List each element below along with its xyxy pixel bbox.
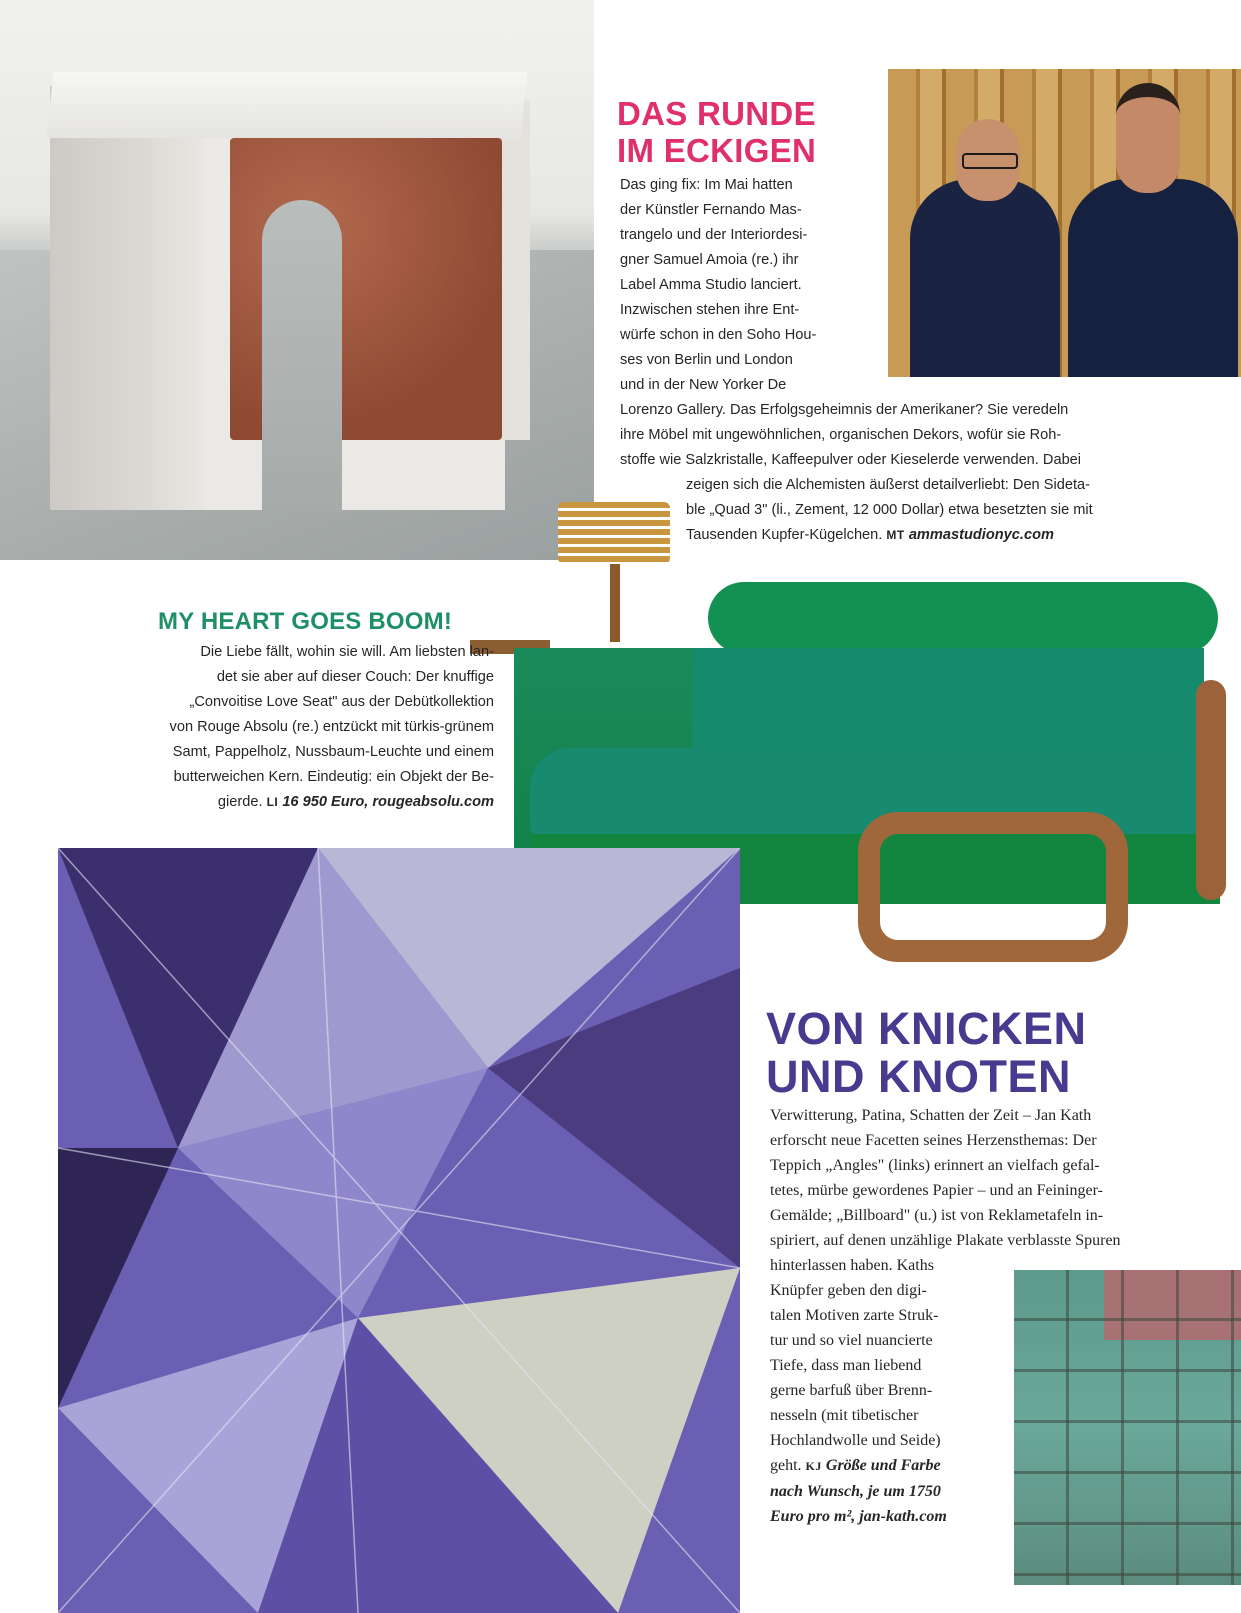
designers-photo <box>888 69 1241 377</box>
billboard-rug-photo <box>1014 1270 1241 1585</box>
article1-line: ble „Quad 3" (li., Zement, 12 000 Dollar) etwa besetzten sie mit <box>686 502 1093 518</box>
article3-credit: KJ <box>805 1459 822 1473</box>
article3-line: Hochlandwolle und Seide) <box>770 1432 941 1449</box>
article1-line: trangelo und der Interiordesi- <box>620 227 808 243</box>
article2-line: von Rouge Absolu (re.) entzückt mit türkis-grünem <box>169 719 494 735</box>
headline-my-heart-goes-boom: MY HEART GOES BOOM! <box>158 608 453 635</box>
article3-line: tetes, mürbe gewordenes Papier – und an Feininger- <box>770 1182 1103 1199</box>
article3-line: tur und so viel nuancierte <box>770 1332 933 1349</box>
headline-das-runde: DAS RUNDE IM ECKIGEN <box>617 95 817 169</box>
article2-line: Samt, Pappelholz, Nussbaum-Leuchte und einem <box>172 744 494 760</box>
article3-wide-column <box>770 1103 1210 1253</box>
article1-line: ses von Berlin und London <box>620 352 793 368</box>
article1-wide-column <box>620 398 1205 473</box>
article3-line: Teppich „Angles" (links) erinnert an vielfach gefal- <box>770 1157 1100 1174</box>
article3-tail-3: Euro pro m², jan-kath.com <box>770 1508 947 1525</box>
article3-line: nesseln (mit tibetischer <box>770 1407 919 1424</box>
article3-line: Verwitterung, Patina, Schatten der Zeit – Jan Kath <box>770 1107 1092 1124</box>
article3-line: gerne barfuß über Brenn- <box>770 1382 933 1399</box>
article1-line: Label Amma Studio lanciert. <box>620 277 802 293</box>
article2-line: Die Liebe fällt, wohin sie will. Am liebsten lan- <box>200 644 494 660</box>
article1-last-line: Tausenden Kupfer-Kügelchen. MT ammastudionyc.com <box>686 527 1054 543</box>
article2-line: butterweichen Kern. Eindeutig: ein Objekt der Be- <box>173 769 494 785</box>
article3-tail-2: nach Wunsch, je um 1750 <box>770 1483 941 1500</box>
article3-line: Knüpfer geben den digi- <box>770 1282 927 1299</box>
article3-line: erforscht neue Facetten seines Herzensthemas: Der <box>770 1132 1097 1149</box>
article3-line: hinterlassen haben. Kaths <box>770 1257 934 1274</box>
article2-last-line: gierde. LI 16 950 Euro, rougeabsolu.com <box>217 794 494 810</box>
article1-credit: MT <box>886 528 905 542</box>
article1-line: stoffe wie Salzkristalle, Kaffeepulver oder Kieselerde verwenden. Dabei <box>620 452 1082 468</box>
article2-price-url: 16 950 Euro, rougeabsolu.com <box>282 794 494 810</box>
article2-line: „Convoitise Love Seat" aus der Debütkollektion <box>189 694 494 710</box>
article1-line: würfe schon in den Soho Hou- <box>620 327 817 343</box>
article1-line: ihre Möbel mit ungewöhnlichen, organischen Dekors, wofür sie Roh- <box>620 427 1062 443</box>
article2-line: det sie aber auf dieser Couch: Der knuffige <box>216 669 494 685</box>
article3-line: Tiefe, dass man liebend <box>770 1357 922 1374</box>
article2-column <box>70 640 494 815</box>
stool-photo <box>0 0 594 560</box>
angles-rug-photo <box>58 848 740 1613</box>
article3-line: talen Motiven zarte Struk- <box>770 1307 939 1324</box>
article1-line: Das ging fix: Im Mai hatten <box>620 177 793 193</box>
headline-von-knicken: VON KNICKEN UND KNOTEN <box>766 1003 1087 1102</box>
article2-credit: LI <box>266 795 279 809</box>
article1-url: ammastudionyc.com <box>908 527 1054 543</box>
article3-line: spiriert, auf denen unzählige Plakate verblasste Spuren <box>770 1232 1121 1249</box>
article1-line: Inzwischen stehen ihre Ent- <box>620 302 800 318</box>
article1-line: und in der New Yorker De <box>620 377 787 393</box>
article1-narrow-column <box>620 173 865 398</box>
article3-line: Gemälde; „Billboard" (u.) ist von Reklametafeln in- <box>770 1207 1104 1224</box>
article3-tail: geht. KJ Größe und Farbe <box>770 1457 941 1474</box>
article1-line: Lorenzo Gallery. Das Erfolgsgeheimnis der Amerikaner? Sie veredeln <box>620 402 1069 418</box>
article3-narrow-column <box>770 1253 1000 1529</box>
article1-line: der Künstler Fernando Mas- <box>620 202 802 218</box>
article1-line: zeigen sich die Alchemisten äußerst detailverliebt: Den Sideta- <box>686 477 1090 493</box>
article1-line: gner Samuel Amoia (re.) ihr <box>620 252 799 268</box>
